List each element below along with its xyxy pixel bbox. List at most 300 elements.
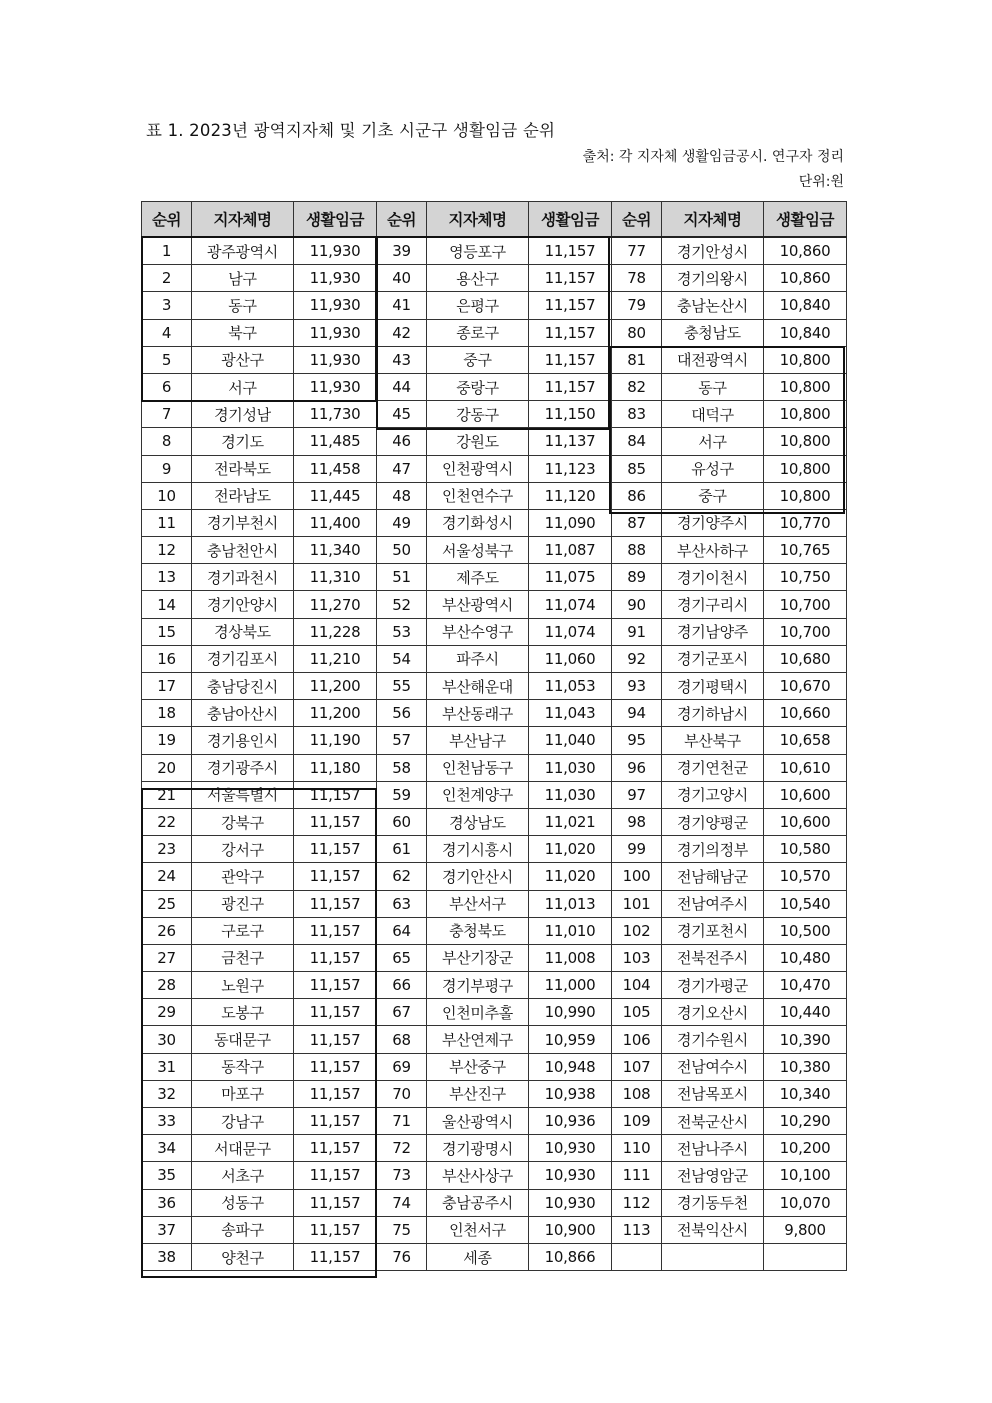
cell-region: 서구	[662, 428, 764, 455]
cell-region: 경기구리시	[662, 591, 764, 618]
cell-rank: 8	[142, 428, 192, 455]
cell-region: 부산남구	[427, 727, 529, 754]
table-row	[142, 781, 847, 808]
cell-region: 부산광역시	[427, 591, 529, 618]
cell-wage: 10,610	[764, 754, 847, 781]
cell-wage: 11,157	[294, 836, 377, 863]
cell-region: 중구	[662, 482, 764, 509]
cell-wage: 11,157	[294, 972, 377, 999]
cell-rank: 63	[377, 890, 427, 917]
cell-rank: 111	[612, 1162, 662, 1189]
cell-rank: 17	[142, 673, 192, 700]
cell-region: 충남공주시	[427, 1189, 529, 1216]
cell-rank: 2	[142, 265, 192, 292]
table-row	[142, 482, 847, 509]
cell-rank: 89	[612, 564, 662, 591]
cell-wage: 11,157	[294, 1189, 377, 1216]
cell-region: 양천구	[192, 1243, 294, 1270]
cell-wage: 11,930	[294, 346, 377, 373]
cell-rank: 7	[142, 401, 192, 428]
cell-wage: 11,340	[294, 537, 377, 564]
cell-wage: 10,860	[764, 265, 847, 292]
cell-region: 마포구	[192, 1080, 294, 1107]
cell-rank: 4	[142, 319, 192, 346]
cell-wage: 10,800	[764, 455, 847, 482]
cell-rank: 35	[142, 1162, 192, 1189]
cell-region: 대덕구	[662, 401, 764, 428]
cell-wage: 11,730	[294, 401, 377, 428]
cell-wage: 10,930	[529, 1189, 612, 1216]
cell-wage: 11,157	[294, 1108, 377, 1135]
cell-rank: 88	[612, 537, 662, 564]
header-wage: 생활임금	[529, 202, 612, 238]
cell-wage: 11,123	[529, 455, 612, 482]
cell-wage: 11,150	[529, 401, 612, 428]
cell-region: 부산진구	[427, 1080, 529, 1107]
cell-rank: 92	[612, 645, 662, 672]
cell-wage: 11,074	[529, 618, 612, 645]
cell-region: 부산서구	[427, 890, 529, 917]
cell-rank: 67	[377, 999, 427, 1026]
cell-region: 경기안양시	[192, 591, 294, 618]
cell-region: 경기용인시	[192, 727, 294, 754]
cell-wage: 11,157	[294, 1135, 377, 1162]
cell-rank: 94	[612, 700, 662, 727]
cell-wage: 10,290	[764, 1108, 847, 1135]
cell-region: 광진구	[192, 890, 294, 917]
cell-region: 전라남도	[192, 482, 294, 509]
cell-wage: 10,800	[764, 482, 847, 509]
cell-region: 은평구	[427, 292, 529, 319]
cell-region: 인천서구	[427, 1216, 529, 1243]
cell-rank: 37	[142, 1216, 192, 1243]
cell-region: 전북전주시	[662, 944, 764, 971]
cell-rank: 112	[612, 1189, 662, 1216]
cell-region: 광주광역시	[192, 237, 294, 265]
cell-region: 대전광역시	[662, 346, 764, 373]
cell-rank: 72	[377, 1135, 427, 1162]
cell-rank: 34	[142, 1135, 192, 1162]
cell-wage: 10,670	[764, 673, 847, 700]
cell-region	[662, 1243, 764, 1270]
cell-region: 서초구	[192, 1162, 294, 1189]
table-row	[142, 1189, 847, 1216]
cell-region: 경기연천군	[662, 754, 764, 781]
cell-wage	[764, 1243, 847, 1270]
cell-rank: 75	[377, 1216, 427, 1243]
cell-region: 경기과천시	[192, 564, 294, 591]
cell-region: 전북군산시	[662, 1108, 764, 1135]
table-row	[142, 1162, 847, 1189]
cell-wage: 11,040	[529, 727, 612, 754]
table-row	[142, 890, 847, 917]
cell-rank: 49	[377, 509, 427, 536]
cell-wage: 10,900	[529, 1216, 612, 1243]
cell-rank: 22	[142, 808, 192, 835]
cell-wage: 11,157	[294, 1026, 377, 1053]
cell-wage: 11,053	[529, 673, 612, 700]
cell-rank: 30	[142, 1026, 192, 1053]
cell-region: 부산수영구	[427, 618, 529, 645]
cell-wage: 10,700	[764, 618, 847, 645]
cell-wage: 11,157	[294, 917, 377, 944]
living-wage-ranking-table	[141, 201, 847, 1271]
cell-region: 경기가평군	[662, 972, 764, 999]
cell-rank: 16	[142, 645, 192, 672]
table-row	[142, 1216, 847, 1243]
cell-rank: 84	[612, 428, 662, 455]
cell-rank: 51	[377, 564, 427, 591]
cell-rank: 33	[142, 1108, 192, 1135]
cell-wage: 11,157	[294, 1216, 377, 1243]
unit-note: 단위:원	[798, 174, 844, 190]
header-wage: 생활임금	[764, 202, 847, 238]
cell-rank: 78	[612, 265, 662, 292]
cell-region: 전북익산시	[662, 1216, 764, 1243]
cell-rank: 91	[612, 618, 662, 645]
cell-region: 경기부천시	[192, 509, 294, 536]
cell-wage: 10,200	[764, 1135, 847, 1162]
cell-rank: 97	[612, 781, 662, 808]
cell-rank: 42	[377, 319, 427, 346]
cell-wage: 11,157	[529, 265, 612, 292]
cell-rank: 12	[142, 537, 192, 564]
cell-wage: 11,445	[294, 482, 377, 509]
table-row	[142, 754, 847, 781]
cell-wage: 11,008	[529, 944, 612, 971]
cell-region: 경기이천시	[662, 564, 764, 591]
cell-region: 경기수원시	[662, 1026, 764, 1053]
cell-rank: 64	[377, 917, 427, 944]
cell-region: 경기하남시	[662, 700, 764, 727]
cell-wage: 10,660	[764, 700, 847, 727]
cell-region: 서울특별시	[192, 781, 294, 808]
table-row	[142, 972, 847, 999]
cell-wage: 11,157	[294, 1162, 377, 1189]
cell-wage: 10,800	[764, 428, 847, 455]
cell-rank: 69	[377, 1053, 427, 1080]
table-row	[142, 863, 847, 890]
table-row	[142, 401, 847, 428]
cell-region: 경기양평군	[662, 808, 764, 835]
cell-region: 부산북구	[662, 727, 764, 754]
cell-rank: 81	[612, 346, 662, 373]
cell-rank: 54	[377, 645, 427, 672]
cell-rank: 76	[377, 1243, 427, 1270]
cell-rank: 6	[142, 373, 192, 400]
cell-region: 경기시흥시	[427, 836, 529, 863]
cell-wage: 11,157	[294, 1243, 377, 1270]
cell-region: 전남목포시	[662, 1080, 764, 1107]
cell-rank: 103	[612, 944, 662, 971]
cell-region: 부산중구	[427, 1053, 529, 1080]
cell-rank: 98	[612, 808, 662, 835]
cell-region: 경기양주시	[662, 509, 764, 536]
cell-wage: 11,090	[529, 509, 612, 536]
cell-wage: 11,270	[294, 591, 377, 618]
cell-wage: 11,930	[294, 373, 377, 400]
cell-wage: 11,157	[294, 863, 377, 890]
cell-wage: 10,390	[764, 1026, 847, 1053]
cell-rank	[612, 1243, 662, 1270]
cell-wage: 10,070	[764, 1189, 847, 1216]
cell-rank: 56	[377, 700, 427, 727]
cell-rank: 48	[377, 482, 427, 509]
cell-wage: 11,000	[529, 972, 612, 999]
cell-wage: 11,400	[294, 509, 377, 536]
cell-wage: 10,580	[764, 836, 847, 863]
cell-rank: 31	[142, 1053, 192, 1080]
cell-rank: 74	[377, 1189, 427, 1216]
cell-wage: 11,075	[529, 564, 612, 591]
cell-rank: 45	[377, 401, 427, 428]
cell-wage: 11,157	[529, 319, 612, 346]
table-row	[142, 1080, 847, 1107]
cell-rank: 53	[377, 618, 427, 645]
cell-wage: 10,765	[764, 537, 847, 564]
cell-wage: 11,010	[529, 917, 612, 944]
cell-region: 유성구	[662, 455, 764, 482]
cell-region: 인천계양구	[427, 781, 529, 808]
cell-region: 경기도	[192, 428, 294, 455]
cell-region: 도봉구	[192, 999, 294, 1026]
cell-region: 인천미추홀	[427, 999, 529, 1026]
cell-wage: 10,570	[764, 863, 847, 890]
cell-rank: 41	[377, 292, 427, 319]
table-row	[142, 509, 847, 536]
header-row	[142, 202, 847, 238]
cell-wage: 11,157	[294, 781, 377, 808]
cell-region: 노원구	[192, 972, 294, 999]
cell-wage: 10,470	[764, 972, 847, 999]
cell-rank: 39	[377, 237, 427, 265]
table-row	[142, 564, 847, 591]
cell-region: 전남해남군	[662, 863, 764, 890]
cell-rank: 86	[612, 482, 662, 509]
cell-rank: 90	[612, 591, 662, 618]
cell-rank: 9	[142, 455, 192, 482]
table-body	[142, 237, 847, 1271]
cell-region: 서구	[192, 373, 294, 400]
cell-region: 충청북도	[427, 917, 529, 944]
cell-wage: 11,013	[529, 890, 612, 917]
cell-wage: 11,157	[294, 808, 377, 835]
cell-wage: 10,866	[529, 1243, 612, 1270]
cell-wage: 10,938	[529, 1080, 612, 1107]
cell-region: 경기의왕시	[662, 265, 764, 292]
header-wage: 생활임금	[294, 202, 377, 238]
cell-rank: 71	[377, 1108, 427, 1135]
cell-region: 부산해운대	[427, 673, 529, 700]
table-caption: 표 1. 2023년 광역지자체 및 기초 시군구 생활임금 순위	[146, 121, 556, 140]
cell-region: 경기화성시	[427, 509, 529, 536]
cell-rank: 44	[377, 373, 427, 400]
cell-wage: 11,157	[529, 292, 612, 319]
cell-region: 경기광명시	[427, 1135, 529, 1162]
header-rank: 순위	[142, 202, 192, 238]
cell-rank: 21	[142, 781, 192, 808]
table-row	[142, 836, 847, 863]
cell-wage: 11,930	[294, 265, 377, 292]
table-row	[142, 999, 847, 1026]
cell-rank: 20	[142, 754, 192, 781]
cell-rank: 50	[377, 537, 427, 564]
cell-wage: 11,020	[529, 836, 612, 863]
cell-region: 전남여수시	[662, 1053, 764, 1080]
cell-wage: 10,930	[529, 1162, 612, 1189]
cell-wage: 10,840	[764, 292, 847, 319]
cell-region: 부산사하구	[662, 537, 764, 564]
cell-region: 전남나주시	[662, 1135, 764, 1162]
cell-region: 파주시	[427, 645, 529, 672]
cell-region: 관악구	[192, 863, 294, 890]
table-row	[142, 1243, 847, 1270]
cell-region: 강서구	[192, 836, 294, 863]
cell-region: 구로구	[192, 917, 294, 944]
cell-rank: 13	[142, 564, 192, 591]
cell-rank: 32	[142, 1080, 192, 1107]
cell-region: 전남여주시	[662, 890, 764, 917]
cell-region: 경기고양시	[662, 781, 764, 808]
cell-wage: 11,120	[529, 482, 612, 509]
cell-wage: 10,936	[529, 1108, 612, 1135]
cell-region: 인천연수구	[427, 482, 529, 509]
cell-rank: 60	[377, 808, 427, 835]
cell-rank: 15	[142, 618, 192, 645]
cell-rank: 80	[612, 319, 662, 346]
cell-region: 경기성남	[192, 401, 294, 428]
cell-rank: 36	[142, 1189, 192, 1216]
cell-region: 충청남도	[662, 319, 764, 346]
cell-rank: 87	[612, 509, 662, 536]
cell-wage: 10,930	[529, 1135, 612, 1162]
cell-rank: 40	[377, 265, 427, 292]
cell-region: 동구	[662, 373, 764, 400]
cell-rank: 26	[142, 917, 192, 944]
cell-region: 강남구	[192, 1108, 294, 1135]
table-row	[142, 265, 847, 292]
cell-region: 경기안성시	[662, 237, 764, 265]
cell-rank: 108	[612, 1080, 662, 1107]
cell-rank: 104	[612, 972, 662, 999]
cell-wage: 10,700	[764, 591, 847, 618]
table-row	[142, 727, 847, 754]
source-note: 출처: 각 지자체 생활임금공시. 연구자 정리	[582, 149, 844, 165]
table-row	[142, 1053, 847, 1080]
cell-rank: 3	[142, 292, 192, 319]
cell-wage: 10,990	[529, 999, 612, 1026]
cell-wage: 11,157	[294, 1053, 377, 1080]
cell-rank: 66	[377, 972, 427, 999]
cell-region: 광산구	[192, 346, 294, 373]
cell-wage: 10,600	[764, 808, 847, 835]
cell-region: 경기평택시	[662, 673, 764, 700]
cell-rank: 14	[142, 591, 192, 618]
cell-region: 부산사상구	[427, 1162, 529, 1189]
cell-wage: 11,060	[529, 645, 612, 672]
table-row	[142, 428, 847, 455]
cell-region: 부산동래구	[427, 700, 529, 727]
cell-region: 경기부평구	[427, 972, 529, 999]
cell-rank: 59	[377, 781, 427, 808]
cell-wage: 11,074	[529, 591, 612, 618]
cell-region: 충남아산시	[192, 700, 294, 727]
table-row	[142, 292, 847, 319]
cell-rank: 93	[612, 673, 662, 700]
cell-region: 제주도	[427, 564, 529, 591]
cell-wage: 10,770	[764, 509, 847, 536]
cell-region: 인천남동구	[427, 754, 529, 781]
cell-region: 충남논산시	[662, 292, 764, 319]
cell-region: 전남영암군	[662, 1162, 764, 1189]
cell-wage: 10,340	[764, 1080, 847, 1107]
cell-wage: 11,157	[529, 373, 612, 400]
cell-region: 부산연제구	[427, 1026, 529, 1053]
cell-region: 세종	[427, 1243, 529, 1270]
cell-rank: 11	[142, 509, 192, 536]
cell-wage: 10,100	[764, 1162, 847, 1189]
cell-rank: 70	[377, 1080, 427, 1107]
table-row	[142, 237, 847, 265]
cell-rank: 109	[612, 1108, 662, 1135]
cell-rank: 23	[142, 836, 192, 863]
cell-region: 경기오산시	[662, 999, 764, 1026]
cell-rank: 99	[612, 836, 662, 863]
cell-region: 경기포천시	[662, 917, 764, 944]
cell-region: 용산구	[427, 265, 529, 292]
cell-rank: 57	[377, 727, 427, 754]
cell-region: 인천광역시	[427, 455, 529, 482]
cell-wage: 10,500	[764, 917, 847, 944]
table-row	[142, 455, 847, 482]
cell-rank: 62	[377, 863, 427, 890]
cell-wage: 11,021	[529, 808, 612, 835]
cell-region: 동작구	[192, 1053, 294, 1080]
cell-wage: 11,030	[529, 754, 612, 781]
cell-rank: 107	[612, 1053, 662, 1080]
cell-rank: 28	[142, 972, 192, 999]
cell-wage: 10,540	[764, 890, 847, 917]
cell-region: 북구	[192, 319, 294, 346]
cell-wage: 10,860	[764, 237, 847, 265]
cell-wage: 11,157	[529, 346, 612, 373]
cell-wage: 11,310	[294, 564, 377, 591]
cell-rank: 110	[612, 1135, 662, 1162]
table-row	[142, 591, 847, 618]
cell-wage: 11,157	[294, 890, 377, 917]
cell-rank: 105	[612, 999, 662, 1026]
cell-region: 금천구	[192, 944, 294, 971]
cell-region: 경기동두천	[662, 1189, 764, 1216]
cell-wage: 10,800	[764, 346, 847, 373]
cell-wage: 11,043	[529, 700, 612, 727]
cell-rank: 82	[612, 373, 662, 400]
header-region: 지자체명	[192, 202, 294, 238]
cell-rank: 85	[612, 455, 662, 482]
cell-rank: 68	[377, 1026, 427, 1053]
cell-region: 경기군포시	[662, 645, 764, 672]
cell-region: 동구	[192, 292, 294, 319]
cell-region: 경기의정부	[662, 836, 764, 863]
table-row	[142, 319, 847, 346]
table-row	[142, 1108, 847, 1135]
header-rank: 순위	[612, 202, 662, 238]
cell-region: 강북구	[192, 808, 294, 835]
cell-rank: 46	[377, 428, 427, 455]
cell-rank: 25	[142, 890, 192, 917]
cell-wage: 11,228	[294, 618, 377, 645]
cell-rank: 95	[612, 727, 662, 754]
